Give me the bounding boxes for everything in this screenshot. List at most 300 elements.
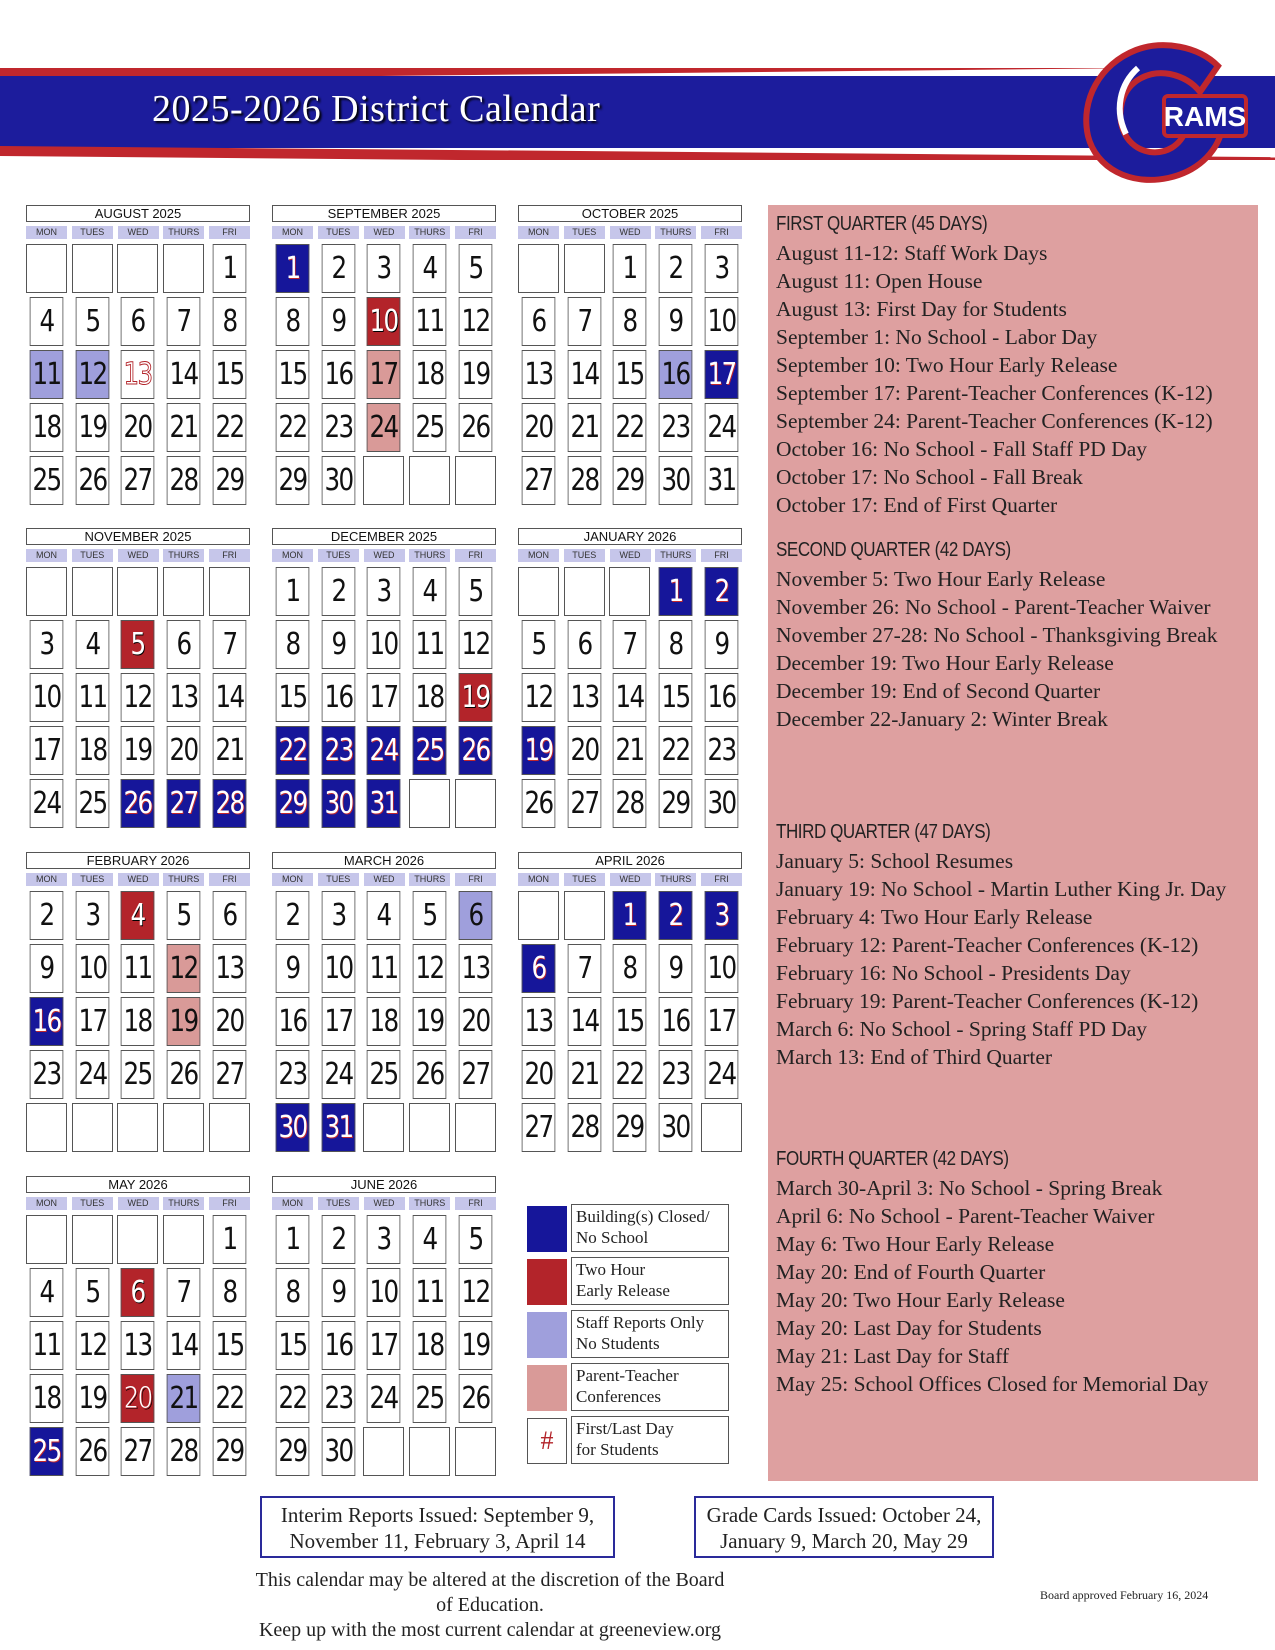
day-cell: 3	[75, 891, 109, 940]
day-cell: 12	[522, 673, 556, 722]
day-cell: 5	[458, 244, 492, 293]
day-cell: 21	[567, 403, 601, 452]
quarter-event: October 17: No School - Fall Break	[776, 465, 1083, 489]
day-grid	[26, 891, 250, 1152]
day-cell: 6	[458, 891, 492, 940]
month-title: FEBRUARY 2026	[26, 852, 250, 869]
quarter-event: August 11-12: Staff Work Days	[776, 241, 1048, 265]
day-cell: 4	[30, 1268, 64, 1317]
day-cell: 3	[30, 620, 64, 669]
day-cell: 28	[167, 1427, 201, 1476]
day-cell: 23	[321, 1374, 355, 1423]
month-november-2025	[26, 528, 250, 828]
day-cell: 23	[321, 403, 355, 452]
weekday-header	[26, 549, 250, 562]
day-cell: 25	[121, 1050, 155, 1099]
day-cell: 15	[276, 1321, 310, 1370]
day-cell: 19	[458, 350, 492, 399]
day-cell: 5	[413, 891, 447, 940]
day-cell: 8	[212, 297, 246, 346]
day-cell: 24	[321, 1050, 355, 1099]
weekday-label: THURS	[163, 549, 204, 562]
weekday-label: MON	[26, 226, 67, 239]
day-cell: 6	[212, 891, 246, 940]
day-cell: 25	[30, 1427, 64, 1476]
day-cell: 27	[522, 1103, 556, 1152]
weekday-header	[26, 873, 250, 886]
footer-text: This calendar may be altered at the discretion of the Board of Education. Keep up with the most current calendar at greeneview.org	[255, 1569, 725, 1641]
day-cell: 11	[413, 620, 447, 669]
empty-day-cell	[455, 779, 496, 828]
day-cell: 5	[167, 891, 201, 940]
day-cell: 26	[121, 779, 155, 828]
day-cell: 1	[659, 567, 693, 616]
first-quarter	[776, 209, 1213, 519]
day-cell: 30	[659, 456, 693, 505]
day-cell: 24	[30, 779, 64, 828]
day-cell: 24	[367, 726, 401, 775]
weekday-label: WED	[118, 226, 159, 239]
legend-label: First/Last Day for Students	[571, 1416, 729, 1464]
day-cell: 1	[276, 1215, 310, 1264]
day-cell: 29	[212, 456, 246, 505]
day-cell: 10	[367, 620, 401, 669]
day-cell: 1	[212, 244, 246, 293]
day-cell: 3	[704, 891, 738, 940]
day-cell: 26	[75, 456, 109, 505]
weekday-label: FRI	[209, 873, 250, 886]
day-cell: 11	[367, 944, 401, 993]
day-cell: 18	[367, 997, 401, 1046]
day-cell: 22	[276, 726, 310, 775]
day-cell: 14	[167, 350, 201, 399]
quarter-heading: FOURTH QUARTER (42 DAYS)	[776, 1148, 1009, 1170]
quarter-event: August 13: First Day for Students	[776, 297, 1067, 321]
weekday-header	[272, 873, 496, 886]
weekday-header	[26, 1197, 250, 1210]
empty-day-cell	[209, 567, 250, 616]
day-cell: 15	[276, 350, 310, 399]
quarter-event: February 12: Parent-Teacher Conferences (K-12)	[776, 933, 1199, 957]
day-cell: 10	[367, 1268, 401, 1317]
weekday-label: TUES	[72, 1197, 113, 1210]
legend-item	[527, 1259, 731, 1307]
interim-reports-note: Interim Reports Issued: September 9, November 11, February 3, April 14	[260, 1496, 615, 1558]
day-cell: 3	[367, 567, 401, 616]
day-cell: 13	[522, 997, 556, 1046]
day-cell: 23	[659, 1050, 693, 1099]
weekday-label: TUES	[318, 226, 359, 239]
day-cell: 26	[458, 403, 492, 452]
day-cell: 23	[659, 403, 693, 452]
day-cell: 26	[75, 1427, 109, 1476]
empty-day-cell	[455, 1427, 496, 1476]
day-cell: 23	[321, 726, 355, 775]
day-cell: 16	[704, 673, 738, 722]
weekday-label: THURS	[655, 226, 696, 239]
quarter-event: October 16: No School - Fall Staff PD Day	[776, 437, 1148, 461]
quarter-event: September 17: Parent-Teacher Conferences (K-12)	[776, 381, 1213, 405]
day-cell: 16	[659, 350, 693, 399]
day-cell: 5	[458, 567, 492, 616]
day-cell: 8	[212, 1268, 246, 1317]
weekday-label: FRI	[209, 549, 250, 562]
day-cell: 1	[613, 244, 647, 293]
weekday-label: FRI	[701, 873, 742, 886]
grade-cards-note: Grade Cards Issued: October 24, January 9, March 20, May 29	[694, 1496, 994, 1558]
quarter-event: November 26: No School - Parent-Teacher Waiver	[776, 595, 1211, 619]
first-last-day-icon: #	[527, 1418, 567, 1464]
month-title: NOVEMBER 2025	[26, 528, 250, 545]
month-title: APRIL 2026	[518, 852, 742, 869]
weekday-label: MON	[26, 1197, 67, 1210]
legend-swatch	[527, 1365, 567, 1411]
empty-day-cell	[117, 1215, 158, 1264]
weekday-label: FRI	[455, 1197, 496, 1210]
weekday-label: WED	[610, 226, 651, 239]
legend-item	[527, 1206, 731, 1254]
quarter-event: March 13: End of Third Quarter	[776, 1045, 1053, 1069]
month-title: JUNE 2026	[272, 1176, 496, 1193]
day-cell: 17	[367, 350, 401, 399]
weekday-label: FRI	[455, 549, 496, 562]
day-cell: 12	[121, 673, 155, 722]
weekday-label: FRI	[701, 226, 742, 239]
day-cell: 22	[276, 403, 310, 452]
legend-swatch	[527, 1312, 567, 1358]
weekday-header	[518, 873, 742, 886]
day-cell: 8	[276, 1268, 310, 1317]
day-grid	[518, 891, 742, 1152]
day-cell: 6	[121, 297, 155, 346]
day-cell: 13	[212, 944, 246, 993]
day-cell: 26	[522, 779, 556, 828]
weekday-label: MON	[272, 873, 313, 886]
weekday-label: TUES	[72, 873, 113, 886]
quarter-event: March 30-April 3: No School - Spring Break	[776, 1176, 1163, 1200]
empty-day-cell	[609, 567, 650, 616]
empty-day-cell	[72, 1103, 113, 1152]
day-cell: 2	[30, 891, 64, 940]
weekday-label: TUES	[318, 1197, 359, 1210]
empty-day-cell	[455, 456, 496, 505]
day-cell: 16	[321, 350, 355, 399]
weekday-label: MON	[26, 873, 67, 886]
quarter-event: August 11: Open House	[776, 269, 983, 293]
day-cell: 22	[659, 726, 693, 775]
weekday-label: WED	[364, 549, 405, 562]
legend-label: Parent-Teacher Conferences	[571, 1363, 729, 1411]
day-cell: 13	[121, 1321, 155, 1370]
month-title: MAY 2026	[26, 1176, 250, 1193]
day-cell: 26	[167, 1050, 201, 1099]
day-cell: 7	[567, 297, 601, 346]
day-cell: 30	[704, 779, 738, 828]
weekday-header	[272, 226, 496, 239]
day-grid	[272, 244, 496, 505]
day-cell: 21	[212, 726, 246, 775]
day-cell: 27	[121, 1427, 155, 1476]
day-cell: 5	[75, 1268, 109, 1317]
quarter-heading: THIRD QUARTER (47 DAYS)	[776, 821, 991, 843]
weekday-label: TUES	[564, 226, 605, 239]
third-quarter	[776, 817, 1226, 1071]
day-cell: 19	[413, 997, 447, 1046]
day-cell: 7	[167, 297, 201, 346]
day-cell: 8	[276, 620, 310, 669]
day-cell: 19	[167, 997, 201, 1046]
day-cell: 4	[413, 567, 447, 616]
empty-day-cell	[363, 1103, 404, 1152]
weekday-label: MON	[272, 1197, 313, 1210]
second-quarter	[776, 535, 1217, 733]
day-grid	[272, 1215, 496, 1476]
day-cell: 17	[321, 997, 355, 1046]
day-cell: 21	[613, 726, 647, 775]
quarter-event: May 20: Two Hour Early Release	[776, 1288, 1065, 1312]
day-cell: 11	[30, 350, 64, 399]
day-cell: 13	[121, 350, 155, 399]
weekday-label: MON	[26, 549, 67, 562]
weekday-label: WED	[364, 226, 405, 239]
day-cell: 6	[567, 620, 601, 669]
day-cell: 25	[367, 1050, 401, 1099]
month-september-2025	[272, 205, 496, 505]
month-title: OCTOBER 2025	[518, 205, 742, 222]
day-cell: 10	[30, 673, 64, 722]
empty-day-cell	[701, 1103, 742, 1152]
day-cell: 29	[659, 779, 693, 828]
day-cell: 28	[567, 1103, 601, 1152]
day-cell: 1	[276, 567, 310, 616]
weekday-label: TUES	[564, 873, 605, 886]
day-cell: 29	[276, 779, 310, 828]
day-cell: 18	[75, 726, 109, 775]
quarter-event: January 19: No School - Martin Luther King Jr. Day	[776, 877, 1227, 901]
day-cell: 15	[276, 673, 310, 722]
weekday-label: MON	[518, 226, 559, 239]
day-cell: 17	[367, 673, 401, 722]
day-grid	[518, 567, 742, 828]
quarter-event: September 24: Parent-Teacher Conferences (K-12)	[776, 409, 1213, 433]
day-cell: 11	[30, 1321, 64, 1370]
day-cell: 27	[567, 779, 601, 828]
day-cell: 6	[522, 297, 556, 346]
quarter-event: December 19: Two Hour Early Release	[776, 651, 1114, 675]
day-cell: 4	[413, 1215, 447, 1264]
day-cell: 9	[659, 944, 693, 993]
day-cell: 9	[276, 944, 310, 993]
legend-item	[527, 1418, 731, 1466]
day-cell: 2	[276, 891, 310, 940]
day-cell: 12	[458, 1268, 492, 1317]
legend-label: Two Hour Early Release	[571, 1257, 729, 1305]
empty-day-cell	[518, 567, 559, 616]
day-cell: 5	[458, 1215, 492, 1264]
day-cell: 12	[458, 297, 492, 346]
day-cell: 15	[613, 997, 647, 1046]
weekday-label: THURS	[409, 226, 450, 239]
quarter-event: September 10: Two Hour Early Release	[776, 353, 1118, 377]
day-cell: 12	[413, 944, 447, 993]
quarter-event: November 27-28: No School - Thanksgiving Break	[776, 623, 1218, 647]
quarter-event: January 5: School Resumes	[776, 849, 1014, 873]
weekday-label: TUES	[318, 873, 359, 886]
day-cell: 12	[75, 350, 109, 399]
empty-day-cell	[363, 456, 404, 505]
weekday-label: TUES	[564, 549, 605, 562]
day-cell: 1	[276, 244, 310, 293]
legend-label: Staff Reports Only No Students	[571, 1310, 729, 1358]
empty-day-cell	[117, 567, 158, 616]
weekday-label: MON	[518, 873, 559, 886]
day-cell: 3	[704, 244, 738, 293]
quarter-event: October 17: End of First Quarter	[776, 493, 1058, 517]
weekday-label: WED	[610, 549, 651, 562]
day-grid	[26, 567, 250, 828]
day-cell: 5	[121, 620, 155, 669]
day-cell: 6	[121, 1268, 155, 1317]
day-cell: 8	[613, 297, 647, 346]
day-cell: 17	[704, 350, 738, 399]
day-cell: 22	[276, 1374, 310, 1423]
empty-day-cell	[409, 779, 450, 828]
weekday-label: FRI	[455, 873, 496, 886]
day-cell: 8	[613, 944, 647, 993]
day-cell: 9	[704, 620, 738, 669]
day-cell: 29	[613, 1103, 647, 1152]
day-cell: 7	[613, 620, 647, 669]
legend-swatch	[527, 1259, 567, 1305]
empty-day-cell	[26, 567, 67, 616]
month-december-2025	[272, 528, 496, 828]
weekday-header	[518, 549, 742, 562]
weekday-label: WED	[118, 549, 159, 562]
day-cell: 4	[121, 891, 155, 940]
day-cell: 16	[321, 673, 355, 722]
day-cell: 30	[276, 1103, 310, 1152]
day-cell: 13	[522, 350, 556, 399]
day-cell: 14	[567, 997, 601, 1046]
day-cell: 15	[659, 673, 693, 722]
day-cell: 1	[613, 891, 647, 940]
empty-day-cell	[26, 1103, 67, 1152]
day-cell: 24	[704, 1050, 738, 1099]
month-february-2026	[26, 852, 250, 1152]
quarter-event: September 1: No School - Labor Day	[776, 325, 1098, 349]
day-cell: 28	[567, 456, 601, 505]
day-cell: 14	[167, 1321, 201, 1370]
day-cell: 4	[367, 891, 401, 940]
day-cell: 24	[367, 403, 401, 452]
day-cell: 25	[75, 779, 109, 828]
day-cell: 30	[321, 779, 355, 828]
quarter-event: May 20: End of Fourth Quarter	[776, 1260, 1046, 1284]
empty-day-cell	[72, 1215, 113, 1264]
day-cell: 7	[167, 1268, 201, 1317]
quarter-event: February 4: Two Hour Early Release	[776, 905, 1093, 929]
day-cell: 19	[75, 403, 109, 452]
quarter-event: February 19: Parent-Teacher Conferences (K-12)	[776, 989, 1199, 1013]
day-cell: 13	[458, 944, 492, 993]
weekday-label: MON	[518, 549, 559, 562]
weekday-header	[272, 1197, 496, 1210]
day-cell: 21	[567, 1050, 601, 1099]
empty-day-cell	[409, 1103, 450, 1152]
weekday-label: FRI	[701, 549, 742, 562]
day-cell: 10	[704, 944, 738, 993]
day-cell: 2	[659, 244, 693, 293]
quarter-event: May 6: Two Hour Early Release	[776, 1232, 1055, 1256]
quarter-event: May 20: Last Day for Students	[776, 1316, 1042, 1340]
day-cell: 27	[522, 456, 556, 505]
day-cell: 9	[321, 1268, 355, 1317]
day-cell: 8	[276, 297, 310, 346]
quarter-heading: SECOND QUARTER (42 DAYS)	[776, 539, 1011, 561]
day-cell: 19	[458, 1321, 492, 1370]
month-title: SEPTEMBER 2025	[272, 205, 496, 222]
day-cell: 26	[458, 1374, 492, 1423]
day-cell: 9	[321, 297, 355, 346]
day-cell: 25	[413, 1374, 447, 1423]
day-cell: 15	[212, 350, 246, 399]
empty-day-cell	[26, 244, 67, 293]
day-cell: 14	[212, 673, 246, 722]
day-cell: 25	[30, 456, 64, 505]
weekday-label: THURS	[409, 873, 450, 886]
day-cell: 20	[212, 997, 246, 1046]
day-cell: 22	[613, 403, 647, 452]
day-cell: 11	[413, 1268, 447, 1317]
empty-day-cell	[72, 567, 113, 616]
day-grid	[518, 244, 742, 505]
empty-day-cell	[26, 1215, 67, 1264]
day-cell: 30	[321, 456, 355, 505]
day-cell: 19	[121, 726, 155, 775]
day-cell: 18	[413, 350, 447, 399]
day-cell: 23	[704, 726, 738, 775]
quarter-panel	[768, 205, 1258, 1481]
weekday-label: MON	[272, 226, 313, 239]
day-cell: 2	[321, 1215, 355, 1264]
day-cell: 16	[276, 997, 310, 1046]
weekday-label: FRI	[209, 226, 250, 239]
empty-day-cell	[209, 1103, 250, 1152]
empty-day-cell	[564, 244, 605, 293]
day-cell: 18	[413, 1321, 447, 1370]
legend-item	[527, 1312, 731, 1360]
month-title: MARCH 2026	[272, 852, 496, 869]
day-cell: 18	[413, 673, 447, 722]
day-cell: 20	[167, 726, 201, 775]
day-cell: 29	[613, 456, 647, 505]
weekday-label: THURS	[163, 873, 204, 886]
weekday-label: WED	[610, 873, 651, 886]
empty-day-cell	[163, 1215, 204, 1264]
day-cell: 24	[367, 1374, 401, 1423]
weekday-label: FRI	[455, 226, 496, 239]
weekday-label: THURS	[163, 1197, 204, 1210]
weekday-label: WED	[118, 1197, 159, 1210]
month-may-2026	[26, 1176, 250, 1476]
day-cell: 9	[659, 297, 693, 346]
month-january-2026	[518, 528, 742, 828]
day-cell: 30	[659, 1103, 693, 1152]
weekday-label: WED	[364, 873, 405, 886]
day-cell: 3	[367, 1215, 401, 1264]
day-cell: 27	[121, 456, 155, 505]
day-cell: 23	[30, 1050, 64, 1099]
